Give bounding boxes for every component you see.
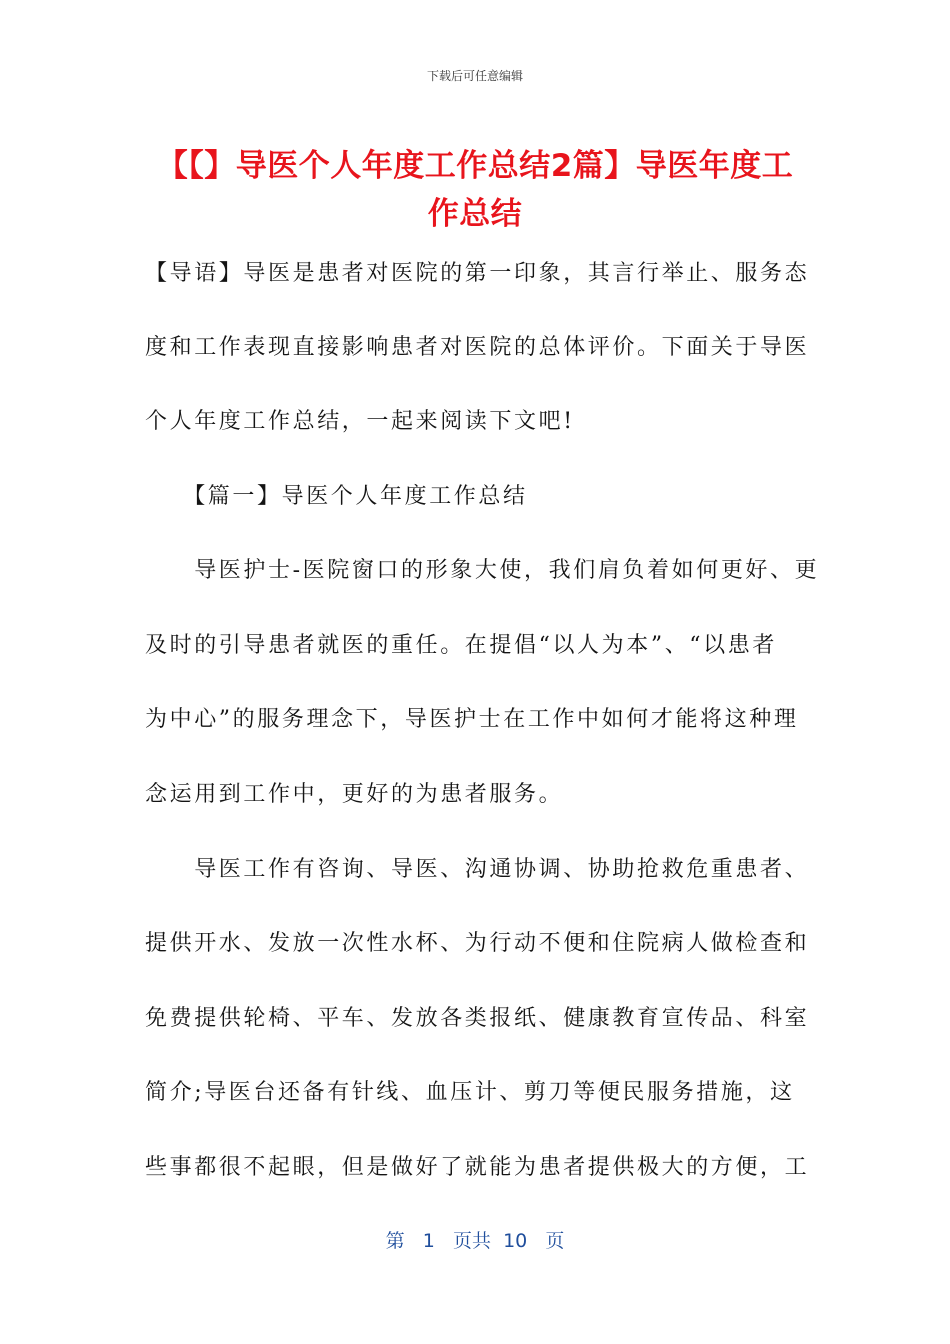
paragraph-line: 导医护士-医院窗口的形象大使，我们肩负着如何更好、更 [145,558,820,583]
paragraph-line: 免费提供轮椅、平车、发放各类报纸、健康教育宣传品、科室 [145,1006,810,1031]
paragraph-line: 些事都很不起眼，但是做好了就能为患者提供极大的方便，工 [145,1155,810,1180]
footer-prefix: 第 [385,1230,405,1252]
paragraph-line: 个人年度工作总结，一起来阅读下文吧! [145,409,575,434]
document-title: 【【】导医个人年度工作总结2篇】导医年度工作总结 [156,148,794,232]
paragraph-line: 导医工作有咨询、导医、沟通协调、协助抢救危重患者、 [145,857,810,882]
footer-suffix: 页 [545,1230,565,1252]
paragraph-line: 念运用到工作中，更好的为患者服务。 [145,782,564,807]
section-heading: 【篇一】导医个人年度工作总结 [145,484,528,509]
paragraph-line: 及时的引导患者就医的重任。在提倡“以人为本”、“以患者 [145,633,777,658]
header-note: 下载后可任意编辑 [426,69,523,83]
paragraph-line: 度和工作表现直接影响患者对医院的总体评价。下面关于导医 [145,335,810,360]
total-pages-number: 10 [503,1230,528,1252]
page-number-footer [0,1226,950,1253]
footer-middle: 页共 [452,1230,491,1252]
paragraph-line: 为中心”的服务理念下，导医护士在工作中如何才能将这种理 [145,707,799,732]
paragraph-line: 简介;导医台还备有针线、血压计、剪刀等便民服务措施，这 [145,1080,795,1105]
current-page-number: 1 [422,1230,435,1252]
paragraph-line: 【导语】导医是患者对医院的第一印象，其言行举止、服务态 [145,261,810,286]
paragraph-line: 提供开水、发放一次性水杯、为行动不便和住院病人做检查和 [145,931,810,956]
